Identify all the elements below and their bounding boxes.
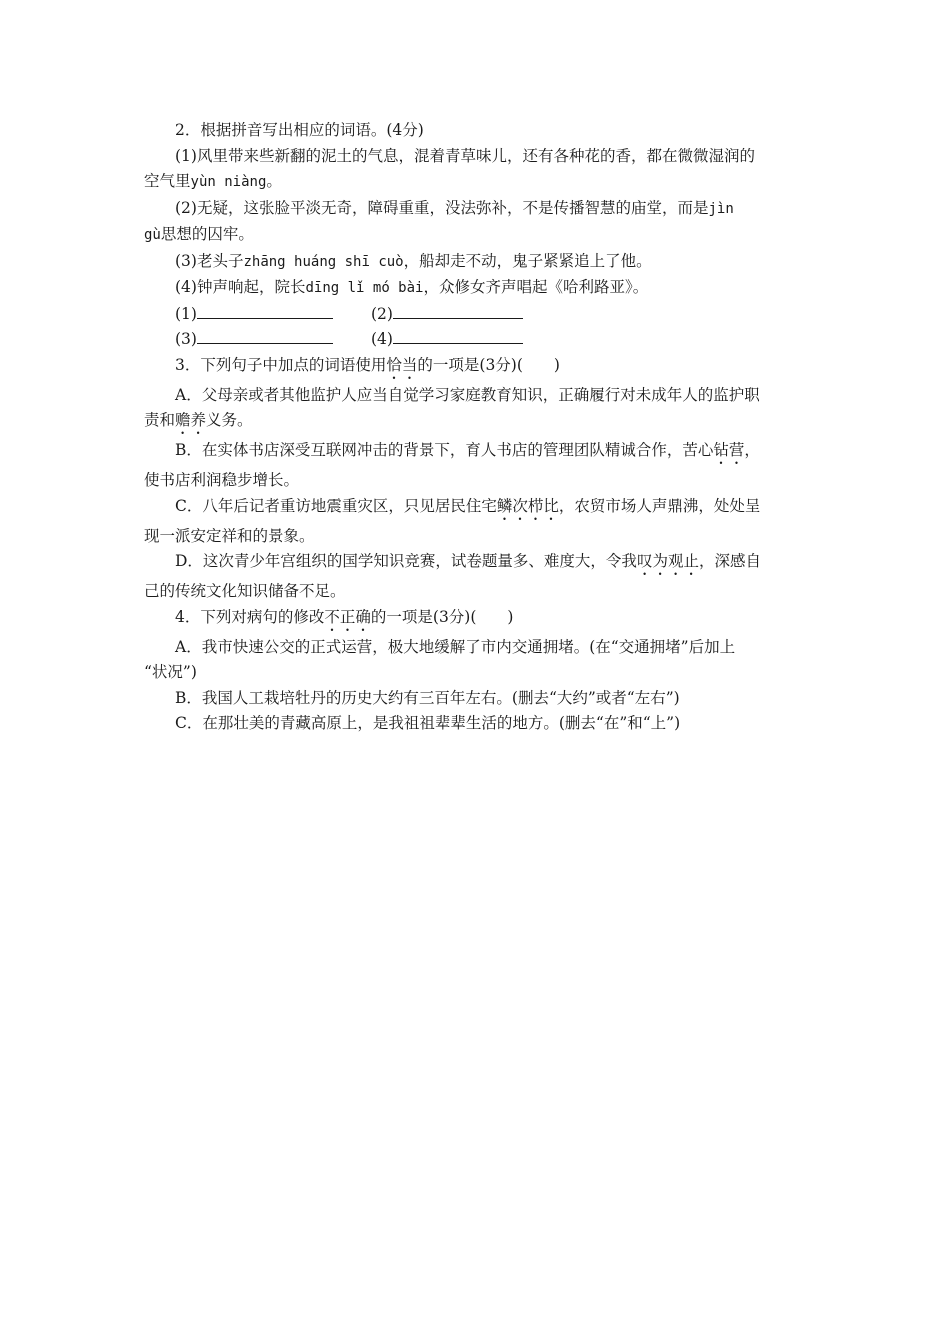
q2-sentence-1-line-2 xyxy=(144,169,809,196)
q3-option-a-line-2 xyxy=(144,408,809,438)
q2-sentence-2-line-1 xyxy=(144,196,809,223)
q3-option-d-line-1 xyxy=(144,549,809,579)
answer-blank-3[interactable] xyxy=(197,328,333,344)
q4-stem-b: 的一项是(3分)( ) xyxy=(370,607,514,626)
q4-stem xyxy=(144,605,809,635)
q2-s1-pinyin: yùn niàng xyxy=(190,174,267,190)
q3-c-text: C．八年后记者重访地震重灾区，只见居民住宅 xyxy=(175,496,497,515)
q3-c-emphasis: 鳞次栉比 xyxy=(496,496,559,515)
q3-option-c-line-1 xyxy=(144,494,809,524)
q3-stem-b: 的一项是(3分)( ) xyxy=(417,355,560,374)
q4-stem-emphasis: 不正确 xyxy=(324,607,371,626)
answer-label-2: (2) xyxy=(370,304,393,323)
q3-a-text: A．父母亲或者其他监护人应当自觉学习家庭教育知识，正确履行对未成年人的监护职 xyxy=(175,385,760,404)
q3-a-emphasis: 赡养 xyxy=(175,411,207,429)
q2-s3-pinyin: zhāng huáng shī cuò xyxy=(243,253,404,270)
q2-answer-row-2 xyxy=(144,327,809,353)
q2-s1-text-c: 。 xyxy=(266,172,282,190)
q3-c-text-c: 现一派安定祥和的景象。 xyxy=(144,526,315,545)
q3-d-text-b: ，深感自 xyxy=(698,552,761,570)
q3-stem-a: 3．下列句子中加点的词语使用 xyxy=(175,355,387,374)
question-content xyxy=(144,118,809,737)
q3-b-text-b: ， xyxy=(744,441,760,459)
q3-b-text-c: 使书店利润稳步增长。 xyxy=(144,471,300,489)
q4-option-a-line-2: “状况”) xyxy=(144,663,197,681)
q3-d-text-c: 己的传统文化知识储备不足。 xyxy=(144,582,346,600)
q4-option-c: C．在那壮美的青藏高原上，是我祖祖辈辈生活的地方。(删去“在”和“上”) xyxy=(175,714,681,732)
q3-c-text-b: ，农贸市场人声鼎沸，处处呈 xyxy=(558,496,761,515)
q3-d-text: D．这次青少年宫组织的国学知识竞赛，试卷题量多、难度大，令我 xyxy=(175,552,637,570)
q4-option-b: B．我国人工栽培牡丹的历史大约有三百年左右。(删去“大约”或者“左右”) xyxy=(175,688,680,707)
answer-label-4: (4) xyxy=(370,330,393,348)
q2-s2-text-b: 思想的囚牢。 xyxy=(160,225,254,243)
q2-s4-pinyin: dīng lǐ mó bài xyxy=(305,280,424,296)
answer-label-3: (3) xyxy=(175,330,197,348)
q2-sentence-3 xyxy=(144,249,809,276)
q3-option-b-line-1 xyxy=(144,438,809,468)
q3-a-text-b: 责和 xyxy=(144,411,176,429)
answer-blank-1[interactable] xyxy=(197,303,333,319)
q2-s1-text: (1)风里带来些新翻的泥土的气息，混着青草味儿，还有各种花的香，都在微微湿润的 xyxy=(175,146,755,165)
q3-option-c-line-2 xyxy=(144,524,809,550)
answer-label-1: (1) xyxy=(175,304,197,323)
q3-stem-emphasis: 恰当 xyxy=(386,355,418,374)
q2-s3-text: (3)老头子 xyxy=(175,251,244,270)
q2-s2-text: (2)无疑，这张脸平淡无奇，障碍重重，没法弥补，不是传播智慧的庙堂，而是 xyxy=(175,198,709,217)
q4-option-a-line-1: A．我市快速公交的正式运营，极大地缓解了市内交通拥堵。(在“交通拥堵”后加上 xyxy=(175,637,736,656)
q3-option-a-line-1 xyxy=(144,383,809,409)
q2-sentence-4 xyxy=(144,275,809,302)
q2-sentence-2-line-2 xyxy=(144,222,809,249)
q2-s1-text-b: 空气里 xyxy=(144,172,191,190)
answer-blank-4[interactable] xyxy=(393,328,523,344)
q3-option-b-line-2 xyxy=(144,468,809,494)
q3-stem xyxy=(144,353,809,383)
q2-title: 2．根据拼音写出相应的词语。(4分) xyxy=(175,121,424,139)
q2-s3-text-b: ，船却走不动，鬼子紧紧追上了他。 xyxy=(403,251,652,270)
q2-s2-pinyin-2: gù xyxy=(144,227,161,243)
q3-b-emphasis: 钻营 xyxy=(713,441,745,459)
q2-s2-pinyin-1: jìn xyxy=(708,200,734,217)
q3-option-d-line-2 xyxy=(144,579,809,605)
q2-sentence-1-line-1 xyxy=(144,144,809,170)
q2-answer-row-1 xyxy=(144,302,809,328)
answer-blank-2[interactable] xyxy=(393,303,523,319)
q3-a-text-c: 义务。 xyxy=(206,411,253,429)
q2-s4-text-b: ，众修女齐声唱起《哈利路亚》。 xyxy=(423,278,649,296)
q3-b-text: B．在实体书店深受互联网冲击的背景下，育人书店的管理团队精诚合作，苦心 xyxy=(175,441,714,459)
q4-stem-a: 4．下列对病句的修改 xyxy=(175,607,325,626)
q3-d-emphasis: 叹为观止 xyxy=(636,552,699,570)
q2-s4-text: (4)钟声响起，院长 xyxy=(175,278,306,296)
